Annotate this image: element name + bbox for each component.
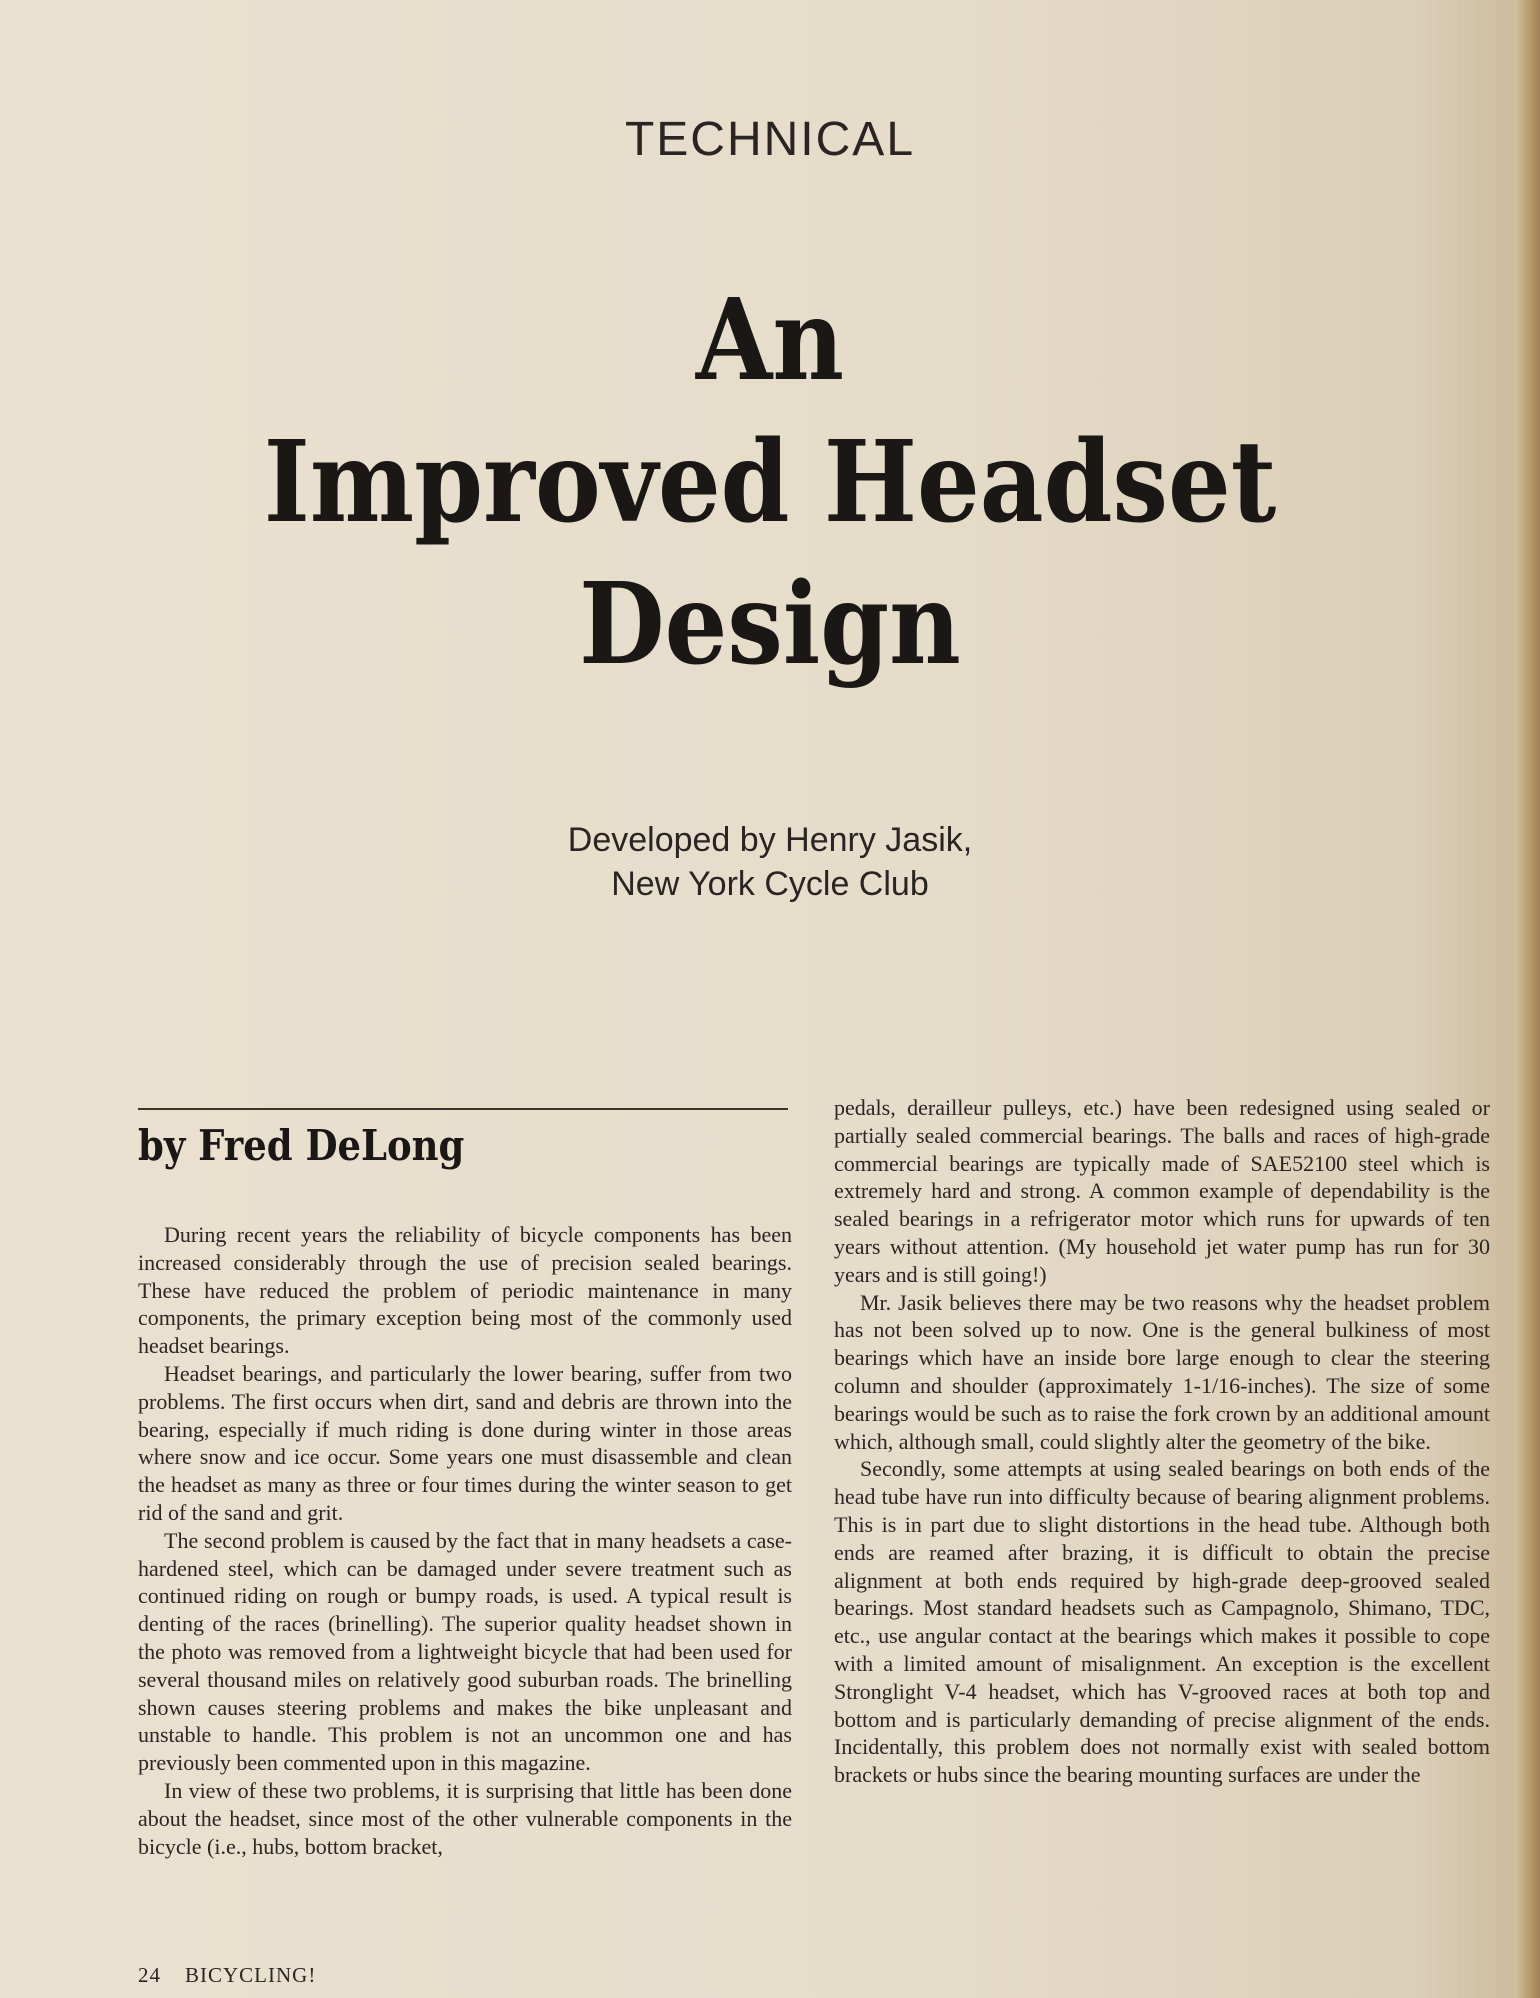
byline-rule xyxy=(138,1108,788,1110)
paragraph: In view of these two problems, it is surprising that little has been done about the headset, since most of the other vulnerable components in the bicycle (i.e., hubs, bottom bracket, xyxy=(138,1777,792,1859)
paragraph: During recent years the reliability of bicycle components has been increased considerably through the use of precision sealed bearings. These have reduced the problem of periodic maintenance in many components, the primary exception being most of the commonly used headset bearings. xyxy=(138,1222,792,1359)
paragraph: The second problem is caused by the fact that in many headsets a case-hardened steel, which can be damaged under severe treatment such as continued riding on rough or bumpy roads, is used. A typical result is denting of the races (brinelling). The superior quality headset shown in the photo was removed from a lightweight bicycle that had been used for several thousand miles on relatively good suburban roads. The brinelling shown causes steering problems and makes the bike unpleasant and unstable to handle. This problem is not an uncommon one and has previously been commented upon in this magazine. xyxy=(138,1527,792,1776)
developer-credit xyxy=(0,818,1540,906)
page-footer xyxy=(138,1963,340,1988)
byline: by Fred DeLong xyxy=(138,1121,465,1170)
developer-credit-line-2: New York Cycle Club xyxy=(611,865,929,903)
left-column xyxy=(138,1221,792,1860)
page-edge xyxy=(1514,0,1540,1998)
paragraph: pedals, derailleur pulleys, etc.) have been redesigned using sealed or partially sealed commercial bearings. The balls and races of high-grade commercial bearings are typically made of SAE52100 steel which is extremely hard and strong. A common example of dependability is the sealed bearings in a refrigerator motor which runs for upwards of ten years without attention. (My household jet water pump has run for 30 years and is still going!) xyxy=(834,1095,1490,1287)
magazine-name: BICYCLING! xyxy=(185,1963,317,1987)
title-line-1: An xyxy=(695,275,845,406)
article-title xyxy=(180,270,1359,696)
right-column xyxy=(834,1094,1490,1789)
page-number: 24 xyxy=(138,1963,161,1987)
title-line-2: Improved Headset xyxy=(263,417,1277,548)
paragraph: Mr. Jasik believes there may be two reasons why the headset problem has not been solved up to now. One is the general bulkiness of most bearings which have an inside bore large enough to clear the steering column and shoulder (approximately 1-1/16-inches). The size of some bearings would be such as to raise the fork crown by an additional amount which, although small, could slightly alter the geometry of the bike. xyxy=(834,1289,1490,1454)
title-line-3: Design xyxy=(579,559,961,690)
paragraph: Headset bearings, and particularly the lower bearing, suffer from two problems. The first occurs when dirt, sand and debris are thrown into the bearing, especially if much riding is done during winter in those areas where snow and ice occur. Some years one must disassemble and clean the headset as many as three or four times during the winter season to get rid of the sand and grit. xyxy=(138,1360,792,1525)
developer-credit-line-1: Developed by Henry Jasik, xyxy=(567,821,973,859)
section-label: TECHNICAL xyxy=(624,113,916,166)
paragraph: Secondly, some attempts at using sealed bearings on both ends of the head tube have run into difficulty because of bearing alignment problems. This is in part due to slight distortions in the head tube. Although both ends are reamed after brazing, it is difficult to obtain the precise alignment at both ends required by high-grade deep-grooved sealed bearings. Most standard headsets such as Campagnolo, Shimano, TDC, etc., use angular contact at the bearings which makes it possible to cope with a limited amount of misalignment. An exception is the excellent Stronglight V-4 headset, which has V-grooved races at both top and bottom and is particularly demanding of precise alignment of the ends. Incidentally, this problem does not normally exist with sealed bottom brackets or hubs since the bearing mounting surfaces are under the xyxy=(834,1456,1490,1788)
